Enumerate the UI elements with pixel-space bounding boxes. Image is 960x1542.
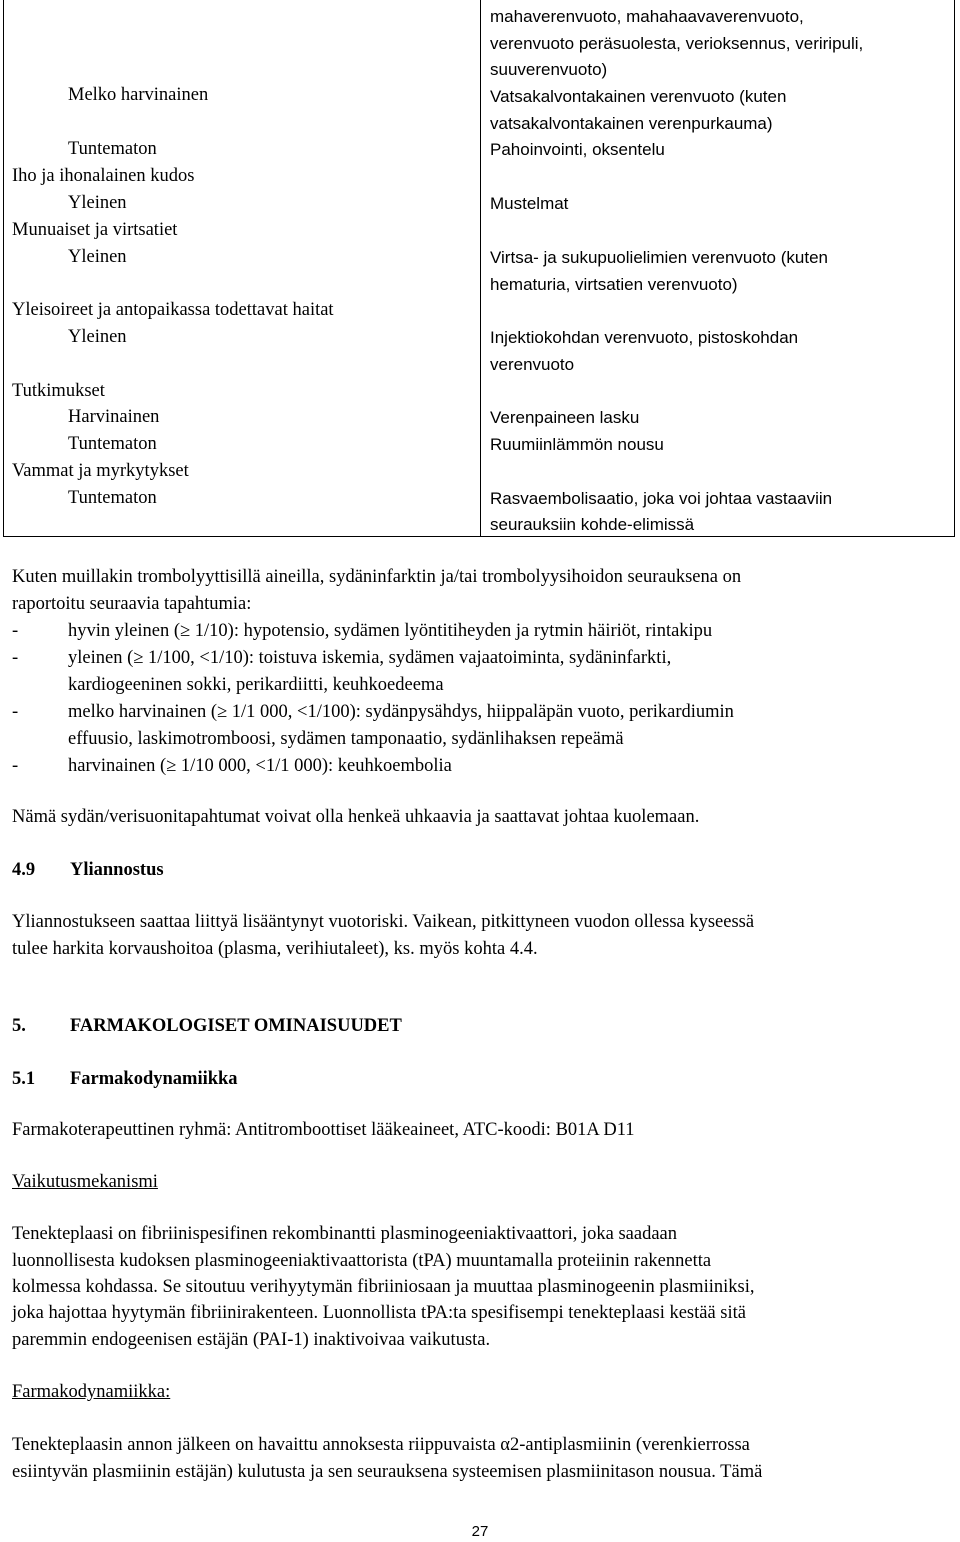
intro-paragraph: Kuten muillakin trombolyyttisillä aineilla, sydäninfarktin ja/tai trombolyysihoidon seurauksena on [12, 567, 742, 587]
frequency-cell: Yleinen [68, 247, 127, 267]
pharmacodynamics-paragraph: Tenekteplaasin annon jälkeen on havaittu annoksesta riippuvaista α2-antiplasmiinin (verenkierrossa [12, 1435, 750, 1455]
frequency-cell: Harvinainen [68, 407, 160, 427]
frequency-cell: Yleinen [68, 327, 127, 347]
frequency-cell: Tuntematon [68, 488, 157, 508]
organ-class-cell: Munuaiset ja virtsatiet [12, 220, 178, 240]
reaction-cell: vatsakalvontakainen verenpurkauma) [490, 114, 773, 133]
organ-class-cell: Vammat ja myrkytykset [12, 461, 189, 481]
intro-paragraph: raportoitu seuraavia tapahtumia: [12, 594, 252, 614]
reaction-cell: Mustelmat [490, 194, 569, 213]
frequency-cell: Yleinen [68, 193, 127, 213]
mechanism-paragraph: paremmin endogeenisen estäjän (PAI-1) inaktivoivaa vaikutusta. [12, 1330, 491, 1350]
mechanism-paragraph: luonnollisesta kudoksen plasminogeeniaktivaattorista (tPA) muuntamalla proteiinin rakennetta [12, 1251, 712, 1271]
pharmacodynamics-paragraph: esiintyvän plasmiinin estäjän) kulutusta ja sen seurauksena systeemisen plasmiinitason nousua. Tämä [12, 1462, 763, 1482]
reaction-cell: Virtsa- ja sukupuolielimien verenvuoto (kuten [490, 248, 828, 267]
mechanism-heading: Vaikutusmekanismi [12, 1172, 158, 1192]
section-title: Farmakodynamiikka [70, 1069, 238, 1089]
warning-paragraph: Nämä sydän/verisuonitapahtumat voivat olla henkeä uhkaavia ja saattavat johtaa kuolemaan. [12, 807, 700, 827]
reaction-cell: Injektiokohdan verenvuoto, pistoskohdan [490, 328, 799, 347]
list-dash: - [12, 756, 19, 776]
reaction-cell: mahaverenvuoto, mahahaavaverenvuoto, [490, 7, 804, 26]
reaction-cell: Rasvaembolisaatio, joka voi johtaa vastaaviin [490, 489, 833, 508]
page-number: 27 [471, 1523, 489, 1540]
reaction-cell: Ruumiinlämmön nousu [490, 435, 664, 454]
list-item: harvinainen (≥ 1/10 000, <1/1 000): keuhkoembolia [68, 756, 452, 776]
list-item: hyvin yleinen (≥ 1/10): hypotensio, sydämen lyöntitiheyden ja rytmin häiriöt, rintakipu [68, 621, 713, 641]
reaction-cell: hematuria, virtsatien verenvuoto) [490, 275, 738, 294]
section-number: 5. [12, 1016, 26, 1036]
table-column-divider [480, 0, 481, 537]
mechanism-paragraph: joka hajottaa hyytymän fibriinirakenteen. Luonnollista tPA:ta spesifisempi tenekteplaasi kestää sitä [12, 1303, 746, 1323]
organ-class-cell: Iho ja ihonalainen kudos [12, 166, 195, 186]
frequency-cell: Tuntematon [68, 434, 157, 454]
list-dash: - [12, 621, 19, 641]
list-item: melko harvinainen (≥ 1/1 000, <1/100): sydänpysähdys, hiippaläpän vuoto, perikardiumin [68, 702, 734, 722]
overdose-paragraph: Yliannostukseen saattaa liittyä lisääntynyt vuotoriski. Vaikean, pitkittyneen vuodon ollessa kyseessä [12, 912, 755, 932]
list-item: yleinen (≥ 1/100, <1/10): toistuva iskemia, sydämen vajaatoiminta, sydäninfarkti, [68, 648, 672, 668]
reaction-cell: Vatsakalvontakainen verenvuoto (kuten [490, 87, 787, 106]
organ-class-cell: Yleisoireet ja antopaikassa todettavat haitat [12, 300, 334, 320]
pharmacotherapeutic-group: Farmakoterapeuttinen ryhmä: Antitromboottiset lääkeaineet, ATC-koodi: B01A D11 [12, 1120, 635, 1140]
list-item-continuation: effuusio, laskimotromboosi, sydämen tamponaatio, sydänlihaksen repeämä [68, 729, 624, 749]
reaction-cell: seurauksiin kohde-elimissä [490, 515, 695, 534]
overdose-paragraph: tulee harkita korvaushoitoa (plasma, verihiutaleet), ks. myös kohta 4.4. [12, 939, 538, 959]
section-number: 5.1 [12, 1069, 36, 1089]
list-dash: - [12, 648, 19, 668]
reaction-cell: verenvuoto [490, 355, 575, 374]
section-title: FARMAKOLOGISET OMINAISUUDET [70, 1016, 402, 1036]
list-dash: - [12, 702, 19, 722]
reaction-cell: Verenpaineen lasku [490, 408, 640, 427]
section-number: 4.9 [12, 860, 36, 880]
pharmacodynamics-heading: Farmakodynamiikka: [12, 1382, 171, 1402]
frequency-cell: Melko harvinainen [68, 85, 209, 105]
frequency-cell: Tuntematon [68, 139, 157, 159]
section-title: Yliannostus [70, 860, 164, 880]
reaction-cell: verenvuoto peräsuolesta, verioksennus, veriripuli, [490, 34, 864, 53]
organ-class-cell: Tutkimukset [12, 381, 105, 401]
mechanism-paragraph: Tenekteplaasi on fibriinispesifinen rekombinantti plasminogeeniaktivaattori, joka saadaan [12, 1224, 678, 1244]
list-item-continuation: kardiogeeninen sokki, perikardiitti, keuhkoedeema [68, 675, 444, 695]
mechanism-paragraph: kolmessa kohdassa. Se sitoutuu verihyytymän fibriiniosaan ja muuttaa plasminogeenin plasmiiniksi, [12, 1277, 755, 1297]
reaction-cell: suuverenvuoto) [490, 60, 608, 79]
reaction-cell: Pahoinvointi, oksentelu [490, 140, 665, 159]
